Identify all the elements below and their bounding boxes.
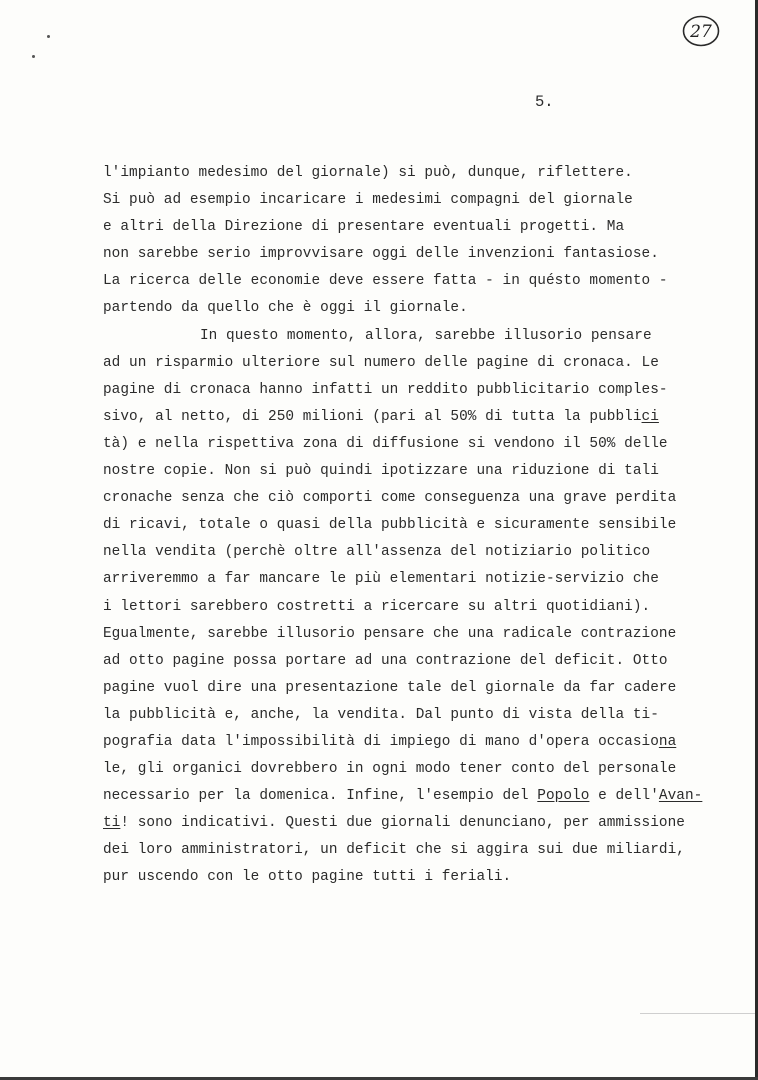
page-number: 5. [535,93,554,111]
text-line: Egualmente, sarebbe illusorio pensare che una radicale contrazione [103,625,677,642]
text-line: pur uscendo con le otto pagine tutti i feriali. [103,869,512,886]
typewritten-body [103,160,733,892]
text-line: nella vendita (perchè oltre all'assenza del notiziario politico [103,544,651,561]
paragraph-first-line: In questo momento, allora, sarebbe illusorio pensare [200,327,652,344]
text-line: ti! sono indicativi. Questi due giornali denunciano, per ammissione [103,815,685,832]
text-line: l'impianto medesimo del giornale) si può, dunque, riflettere. [103,165,633,181]
text-line: di ricavi, totale o quasi della pubblicità e sicuramente sensibile [103,517,677,534]
underlined-word: na [658,733,677,750]
speck-mark [47,35,50,38]
text-line: pagine vuol dire una presentazione tale del giornale da far cadere [103,679,677,696]
text-line: Si può ad esempio incaricare i medesimi compagni del giornale [103,192,633,209]
text-line: le, gli organici dovrebbero in ogni modo tener conto del personale [103,761,677,778]
faint-scan-line [640,1013,758,1014]
text-line: necessario per la domenica. Infine, l'esempio del Popolo e dell'Avan- [103,788,703,805]
handwritten-folio-number [681,14,721,48]
text-line: i lettori sarebbero costretti a ricercare su altri quotidiani). [103,598,651,615]
underlined-word: Popolo [537,788,590,805]
underlined-word: ci [641,408,659,425]
text-line: La ricerca delle economie deve essere fatta - in quésto momento - [103,273,668,290]
text-line: arriveremmo a far mancare le più elementari notizie-servizio che [103,571,659,588]
text-line: non sarebbe serio improvvisare oggi delle invenzioni fantasiose. [103,246,659,263]
text-line: la pubblicità e, anche, la vendita. Dal punto di vista della ti- [103,706,659,723]
text-line: sivo, al netto, di 250 milioni (pari al 50% di tutta la pubblici [103,408,659,425]
text-line: dei loro amministratori, un deficit che si aggira sui due miliardi, [103,842,685,859]
text-line: ad un risparmio ulteriore sul numero delle pagine di cronaca. Le [103,354,659,371]
text-line: ad otto pagine possa portare ad una contrazione del deficit. Otto [103,652,668,669]
underlined-word: Avan- [658,788,703,805]
text-line: pagine di cronaca hanno infatti un reddito pubblicitario comples- [103,381,668,398]
text-line: partendo da quello che è oggi il giornale. [103,300,468,317]
underlined-word: ti [103,815,121,832]
speck-mark [32,55,35,58]
text-line: nostre copie. Non si può quindi ipotizzare una riduzione di tali [103,463,659,480]
text-line: cronache senza che ciò comporti come conseguenza una grave perdita [103,490,677,507]
text-line: tà) e nella rispettiva zona di diffusione si vendono il 50% delle [103,435,668,452]
circled-number-mark [681,14,721,48]
folio-number-text: 27 [690,22,712,42]
text-line: pografia data l'impossibilità di impiego di mano d'opera occasiona [103,733,677,750]
text-line: e altri della Direzione di presentare eventuali progetti. Ma [103,219,625,236]
